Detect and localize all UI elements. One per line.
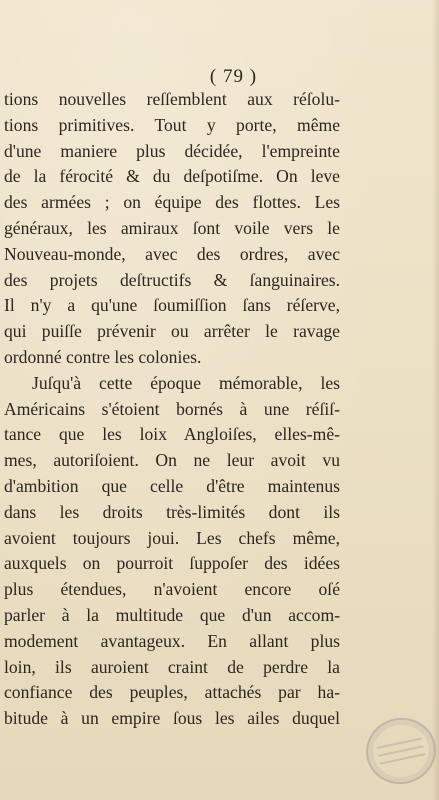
text-line: tions primitives. Tout y porte, même — [4, 114, 340, 135]
text-line: des armées ; on équipe des flottes. Les — [4, 192, 340, 213]
library-stamp — [360, 711, 439, 790]
text-line: Américains s'étoient bornés à une réſiſ- — [4, 398, 340, 419]
text-line: modement avantageux. En allant plus — [4, 630, 340, 651]
text-line: dans les droits très-limités dont ils — [4, 501, 340, 522]
text-line: parler à la multitude que d'un accom- — [4, 604, 340, 625]
text-line: Il n'y a qu'une ſoumiſſion ſans réſerve, — [4, 295, 340, 316]
text-line: loin, ils auroient craint de perdre la — [4, 656, 340, 677]
text-line: des projets deſtructifs & ſanguinaires. — [4, 269, 340, 290]
text-line: bitude à un empire ſous les ailes duquel — [4, 708, 340, 729]
text-line: mes, autoriſoient. On ne leur avoit vu — [4, 450, 340, 471]
text-line: Juſqu'à cette époque mémorable, les — [32, 372, 340, 393]
text-line: généraux, les amiraux ſont voile vers le — [4, 217, 340, 238]
text-line: d'ambition que celle d'être maintenus — [4, 475, 340, 496]
page-number: ( 79 ) — [209, 66, 258, 87]
text-line: ordonné contre les colonies. — [4, 346, 202, 367]
text-line: plus étendues, n'avoient encore oſé — [4, 579, 340, 600]
text-line: Nouveau-monde, avec des ordres, avec — [4, 243, 340, 264]
text-line: avoient toujours joui. Les chefs même, — [4, 527, 340, 548]
text-line: d'une maniere plus décidée, l'empreinte — [4, 140, 340, 161]
text-line: auxquels on pourroit ſuppoſer des idées — [4, 553, 340, 574]
text-line: tions nouvelles reſſemblent aux réſolu- — [4, 89, 340, 109]
text-line: tance que les loix Angloiſes, elles-mê- — [4, 424, 340, 445]
text-line: confiance des peuples, attachés par ha- — [4, 682, 340, 703]
page-edge — [432, 0, 439, 800]
body-text — [4, 87, 340, 732]
text-line: qui puiſſe prévenir ou arrêter le ravage — [4, 321, 340, 342]
text-line: de la férocité & du deſpotiſme. On leve — [4, 166, 340, 187]
